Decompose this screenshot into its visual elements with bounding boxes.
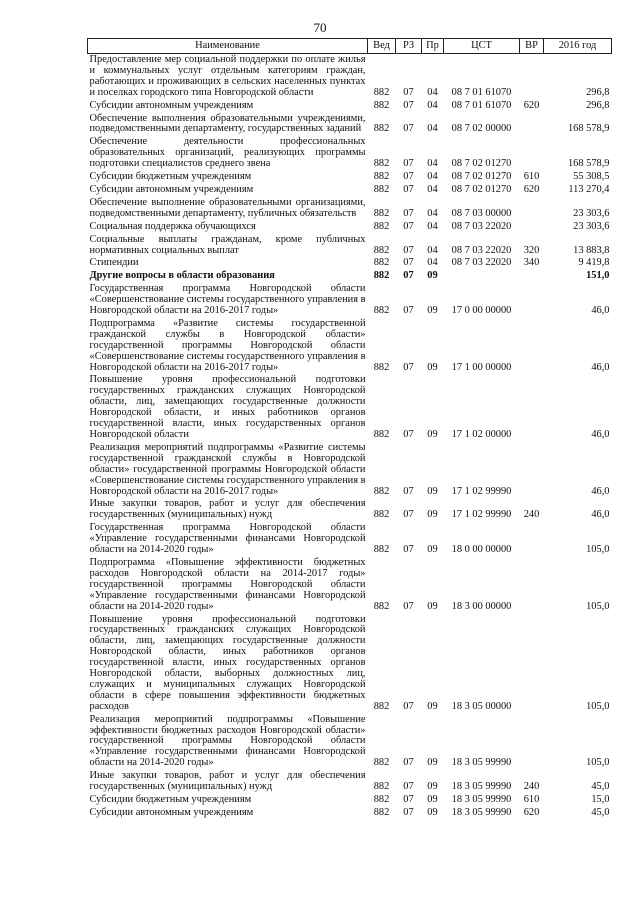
row-name: Субсидии автономным учреждениям — [89, 806, 254, 818]
row-rz: 07 — [403, 806, 414, 818]
row-name: Повышение уровня профессиональной подготовки государственных гражданских служащих Новгородской области, лиц, замещающих государственные должности Новгородской области, и иных работников органов государственной власти, иных государственных органов Новгородской области — [89, 374, 366, 440]
row-ved: 882 — [373, 86, 390, 98]
budget-table — [87, 38, 612, 820]
header-vr: ВР — [520, 39, 544, 54]
row-cst: 08 7 03 22020 — [451, 244, 512, 256]
row-vr: 320 — [523, 244, 540, 256]
row-name: Государственная программа Новгородской области «Совершенствование системы государственного управления в Новгородской области на 2016-2017 годы» — [89, 283, 366, 317]
row-vr: 620 — [523, 183, 540, 195]
row-pr: 04 — [427, 220, 438, 232]
row-ved: 882 — [373, 244, 390, 256]
row-vr — [520, 197, 544, 221]
row-name: Реализация мероприятий подпрограммы «Повышение эффективности бюджетных расходов Новгородской области» государственной программы Новгородской области «Управление государственными финансами Новгородской области на 2014-2020 годы» — [89, 713, 366, 769]
row-vr: 610 — [523, 794, 540, 805]
row-sum: 46,0 — [591, 305, 610, 317]
row-ved: 882 — [373, 485, 390, 497]
row-ved: 882 — [373, 700, 390, 712]
row-pr: 04 — [427, 171, 438, 183]
row-sum: 55 308,5 — [573, 171, 610, 183]
row-ved: 882 — [373, 794, 390, 805]
row-cst: 17 0 00 00000 — [451, 305, 512, 317]
row-cst: 18 0 00 00000 — [451, 544, 512, 556]
table-row — [88, 522, 612, 557]
row-ved: 882 — [373, 429, 390, 440]
row-cst: 17 1 02 00000 — [451, 429, 512, 440]
row-pr: 09 — [427, 781, 438, 793]
row-ved: 882 — [373, 171, 390, 183]
row-name: Обеспечение выполнения образовательными учреждениями, подведомственными департаменту, государственных заданий — [89, 112, 366, 135]
row-cst: 08 7 01 61070 — [451, 86, 512, 98]
row-vr: 340 — [523, 257, 540, 269]
row-rz: 07 — [403, 429, 414, 440]
row-sum: 46,0 — [591, 429, 610, 440]
row-cst: 17 1 02 99990 — [451, 509, 512, 521]
row-pr: 09 — [427, 270, 438, 282]
row-pr: 04 — [427, 99, 438, 111]
row-pr: 04 — [427, 244, 438, 256]
table-row — [88, 197, 612, 221]
header-sum: 2016 год — [544, 39, 612, 54]
row-name: Подпрограмма «Повышение эффективности бюджетных расходов Новгородской области на 2014-2017 годы» государственной программы Новгородской области «Управление государственными финансами Новгородской области на 2014-2020 годы» — [89, 556, 366, 612]
row-cst: 08 7 03 00000 — [451, 207, 512, 219]
row-vr — [520, 374, 544, 441]
row-sum: 168 578,9 — [567, 123, 610, 135]
row-vr — [520, 283, 544, 318]
row-pr: 04 — [427, 183, 438, 195]
table-row — [88, 614, 612, 714]
row-vr — [520, 442, 544, 499]
row-rz: 07 — [403, 220, 414, 232]
table-row — [88, 234, 612, 258]
row-pr: 04 — [427, 207, 438, 219]
row-rz: 07 — [403, 544, 414, 556]
row-ved: 882 — [373, 220, 390, 232]
header-name: Наименование — [88, 39, 368, 54]
row-rz: 07 — [403, 509, 414, 521]
row-vr — [520, 522, 544, 557]
row-rz: 07 — [403, 600, 414, 612]
row-rz: 07 — [403, 361, 414, 373]
row-cst: 08 7 02 01270 — [451, 171, 512, 183]
header-pr: Пр — [422, 39, 444, 54]
row-ved: 882 — [373, 781, 390, 793]
table-row — [88, 374, 612, 441]
row-vr — [520, 557, 544, 614]
table-row — [88, 221, 612, 234]
row-vr — [520, 221, 544, 234]
row-cst: 08 7 03 22020 — [451, 220, 512, 232]
row-pr: 09 — [427, 757, 438, 769]
row-ved: 882 — [373, 305, 390, 317]
row-ved: 882 — [373, 544, 390, 556]
row-sum: 45,0 — [591, 806, 610, 818]
row-sum: 23 303,6 — [573, 207, 610, 219]
table-row — [88, 770, 612, 794]
row-ved: 882 — [373, 757, 390, 769]
row-name: Субсидии бюджетным учреждениям — [89, 171, 252, 183]
row-cst: 17 1 00 00000 — [451, 361, 512, 373]
row-sum: 13 883,8 — [573, 244, 610, 256]
row-pr: 09 — [427, 600, 438, 612]
row-cst: 08 7 01 61070 — [451, 99, 512, 111]
row-name: Обеспечение деятельности профессиональных образовательных организаций, реализующих программы подготовки специалистов среднего звена — [89, 136, 366, 170]
table-row — [88, 54, 612, 100]
row-vr: 620 — [523, 99, 540, 111]
row-cst: 18 3 05 99990 — [451, 781, 512, 793]
row-pr: 09 — [427, 509, 438, 521]
row-name: Государственная программа Новгородской области «Управление государственными финансами Новгородской области на 2014-2020 годы» — [89, 522, 366, 556]
page-number: 70 — [313, 20, 327, 35]
row-ved: 882 — [373, 99, 390, 111]
row-cst: 18 3 05 99990 — [451, 794, 512, 805]
table-row — [88, 171, 612, 184]
row-sum: 151,0 — [586, 270, 610, 282]
table-row — [88, 184, 612, 197]
row-ved: 882 — [373, 158, 390, 170]
row-vr — [520, 113, 544, 137]
row-name: Подпрограмма «Развитие системы государственной гражданской службы в Новгородской области» государственной программы Новгородской области «Совершенствование системы государственного управления в Новгородской области на 2016-2017 годы» — [89, 317, 366, 373]
row-sum: 296,8 — [586, 86, 610, 98]
row-ved: 882 — [373, 257, 390, 269]
row-rz: 07 — [403, 485, 414, 497]
row-vr — [520, 714, 544, 771]
row-pr: 04 — [427, 123, 438, 135]
row-cst: 18 3 00 00000 — [451, 600, 512, 612]
row-ved: 882 — [373, 123, 390, 135]
row-cst: 18 3 05 99990 — [451, 806, 512, 818]
row-cst: 17 1 02 99990 — [451, 485, 512, 497]
row-rz: 07 — [403, 781, 414, 793]
row-ved: 882 — [373, 207, 390, 219]
table-row — [88, 318, 612, 375]
row-vr: 620 — [523, 806, 540, 818]
table-row — [88, 283, 612, 318]
row-ved: 882 — [373, 806, 390, 818]
row-cst — [444, 270, 520, 283]
row-name: Предоставление мер социальной поддержки по оплате жилья и коммунальных услуг отдельным категориям граждан, работающих и проживающих в сельских населенных пунктах и поселках городского типа Новгородской области — [89, 54, 366, 98]
row-name: Обеспечение выполнение образовательными организациями, подведомственными департаменту, публичных обязательств — [89, 196, 366, 219]
row-sum: 15,0 — [591, 794, 610, 805]
header-cst: ЦСТ — [444, 39, 520, 54]
row-rz: 07 — [403, 207, 414, 219]
row-cst: 08 7 02 01270 — [451, 158, 512, 170]
row-rz: 07 — [403, 86, 414, 98]
row-rz: 07 — [403, 700, 414, 712]
row-pr: 09 — [427, 429, 438, 440]
row-pr: 04 — [427, 158, 438, 170]
row-sum: 46,0 — [591, 485, 610, 497]
table-row — [88, 257, 612, 270]
row-sum: 296,8 — [586, 99, 610, 111]
row-name: Повышение уровня профессиональной подготовки государственных гражданских служащих Новгородской области, лиц, замещающих государственные должности Новгородской области, иных работников органов государственной власти, иных государственных органов Новгородской области, выборных должностных лиц, служащих и муниципальных служащих Новгородской области в сфере повышения эффективности бюджетных расходов — [89, 613, 366, 712]
row-name: Социальные выплаты гражданам, кроме публичных нормативных социальных выплат — [89, 233, 366, 256]
header-rz: РЗ — [396, 39, 422, 54]
row-vr — [520, 614, 544, 714]
row-rz: 07 — [403, 257, 414, 269]
table-header-row — [88, 39, 612, 54]
row-cst: 08 7 02 01270 — [451, 183, 512, 195]
row-sum: 113 270,4 — [568, 183, 610, 195]
row-pr: 09 — [427, 794, 438, 805]
row-name: Иные закупки товаров, работ и услуг для обеспечения государственных (муниципальных) нужд — [89, 770, 366, 793]
table-row — [88, 136, 612, 171]
row-pr: 09 — [427, 544, 438, 556]
row-sum: 105,0 — [586, 757, 610, 769]
row-sum: 105,0 — [586, 700, 610, 712]
table-row — [88, 794, 612, 807]
row-vr: 610 — [523, 171, 540, 183]
row-cst: 18 3 05 99990 — [451, 757, 512, 769]
row-sum: 23 303,6 — [573, 220, 610, 232]
table-row — [88, 557, 612, 614]
row-ved: 882 — [373, 600, 390, 612]
row-vr — [520, 270, 544, 283]
row-name: Реализация мероприятий подпрограммы «Развитие системы государственной гражданской службы в Новгородской области» государственной программы Новгородской области «Совершенствование системы государственного управления в Новгородской области на 2016-2017 годы» — [89, 441, 366, 497]
row-vr — [520, 136, 544, 171]
table-body — [88, 54, 612, 820]
row-sum: 46,0 — [591, 509, 610, 521]
table-row — [88, 442, 612, 499]
row-ved: 882 — [373, 361, 390, 373]
row-vr — [520, 318, 544, 375]
row-ved: 882 — [373, 270, 390, 282]
row-sum: 45,0 — [591, 781, 610, 793]
row-rz: 07 — [403, 123, 414, 135]
row-sum: 168 578,9 — [567, 158, 610, 170]
row-rz: 07 — [403, 99, 414, 111]
row-pr: 09 — [427, 361, 438, 373]
row-name: Субсидии автономным учреждениям — [89, 183, 254, 195]
row-rz: 07 — [403, 305, 414, 317]
row-name: Другие вопросы в области образования — [89, 270, 275, 282]
table-row — [88, 498, 612, 522]
row-cst: 18 3 05 00000 — [451, 700, 512, 712]
row-rz: 07 — [403, 757, 414, 769]
row-sum: 105,0 — [586, 600, 610, 612]
row-name: Иные закупки товаров, работ и услуг для обеспечения государственных (муниципальных) нужд — [89, 498, 366, 521]
row-cst: 08 7 02 00000 — [451, 123, 512, 135]
table-row — [88, 270, 612, 283]
row-name: Субсидии автономным учреждениям — [89, 99, 254, 111]
row-sum: 46,0 — [591, 361, 610, 373]
row-vr — [520, 54, 544, 100]
row-pr: 09 — [427, 806, 438, 818]
table-row — [88, 714, 612, 771]
row-sum: 105,0 — [586, 544, 610, 556]
row-rz: 07 — [403, 183, 414, 195]
table-row — [88, 113, 612, 137]
header-ved: Вед — [368, 39, 396, 54]
table-row — [88, 807, 612, 820]
row-pr: 09 — [427, 700, 438, 712]
row-pr: 09 — [427, 485, 438, 497]
row-name: Стипендии — [89, 257, 139, 269]
row-cst: 08 7 03 22020 — [451, 257, 512, 269]
row-rz: 07 — [403, 171, 414, 183]
row-ved: 882 — [373, 509, 390, 521]
row-pr: 09 — [427, 305, 438, 317]
row-pr: 04 — [427, 86, 438, 98]
row-sum: 9 419,8 — [578, 257, 610, 269]
row-rz: 07 — [403, 158, 414, 170]
table-row — [88, 100, 612, 113]
row-name: Социальная поддержка обучающихся — [89, 220, 256, 232]
row-pr: 04 — [427, 257, 438, 269]
row-rz: 07 — [403, 244, 414, 256]
row-vr: 240 — [523, 781, 540, 793]
row-ved: 882 — [373, 183, 390, 195]
row-vr: 240 — [523, 509, 540, 521]
row-rz: 07 — [403, 794, 414, 805]
row-rz: 07 — [403, 270, 414, 282]
row-name: Субсидии бюджетным учреждениям — [89, 794, 252, 805]
